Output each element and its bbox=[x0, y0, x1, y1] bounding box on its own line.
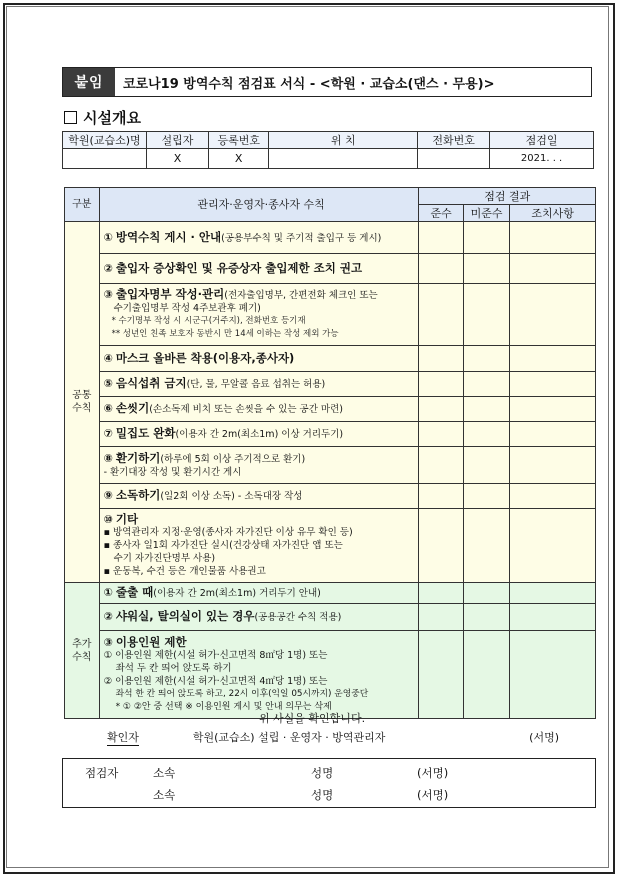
action-cell[interactable] bbox=[510, 583, 596, 604]
noncomply-cell[interactable] bbox=[463, 484, 509, 509]
comply-cell[interactable] bbox=[419, 422, 463, 447]
col-inspection-date: 점검일 bbox=[490, 132, 594, 149]
comply-cell[interactable] bbox=[419, 222, 463, 254]
rule-line: 수기출입명부 작성 4주보관후 폐기) bbox=[113, 303, 261, 314]
inspection-date-field[interactable]: 2021. . . bbox=[490, 149, 594, 169]
comply-cell[interactable] bbox=[419, 254, 463, 284]
rule-common-2 bbox=[99, 254, 419, 284]
rule-additional-3 bbox=[99, 631, 419, 719]
rule-line: ② 이용인원 제한(시설 허가·신고면적 4㎡당 1명) 또는 bbox=[103, 675, 328, 687]
col-result: 점검 결과 bbox=[419, 188, 596, 205]
rule-title: 환기하기 bbox=[115, 450, 161, 465]
rule-title: 마스크 올바른 착용(이용자,종사자) bbox=[115, 351, 295, 365]
rule-note: ** 성년인 친족 보호자 동반시 만 14세 이하는 작성 제외 가능 bbox=[111, 329, 339, 339]
rule-title: 손씻기 bbox=[115, 401, 150, 415]
rule-line: - 환기대장 작성 및 환기시간 게시 bbox=[103, 466, 242, 478]
comply-cell[interactable] bbox=[419, 484, 463, 509]
rule-sub: (손소독제 비치 또는 손씻을 수 있는 공간 마련) bbox=[149, 404, 343, 415]
comply-cell[interactable] bbox=[419, 284, 463, 346]
category-additional-label: 추가 수칙 bbox=[72, 638, 92, 663]
rule-bullet: ▪ 운동복, 수건 등은 개인물품 사용권고 bbox=[103, 566, 266, 577]
comply-cell[interactable] bbox=[419, 631, 463, 719]
rule-title: 방역수칙 게시 · 안내 bbox=[115, 229, 222, 244]
col-action: 조치사항 bbox=[510, 205, 596, 222]
rule-title: 기타 bbox=[115, 512, 139, 526]
rule-number: ⑩ bbox=[103, 513, 113, 526]
noncomply-cell[interactable] bbox=[463, 397, 509, 422]
noncomply-cell[interactable] bbox=[463, 583, 509, 604]
rule-additional-1 bbox=[99, 583, 419, 604]
noncomply-cell[interactable] bbox=[463, 447, 509, 484]
rule-title: 줄출 때 bbox=[115, 585, 154, 599]
rule-note: * 수기명부 작성 시 시군구(거주지), 전화번호 등기재 bbox=[111, 316, 306, 326]
col-location: 위 치 bbox=[269, 132, 418, 149]
confirmer-label: 확인자 bbox=[107, 731, 139, 744]
rule-sub: (일2회 이상 소독) - 소독대장 작성 bbox=[160, 491, 303, 502]
confirmer-role: 학원(교습소) 설립 · 운영자 · 방역관리자 bbox=[192, 731, 386, 744]
rule-common-4 bbox=[99, 346, 419, 372]
comply-cell[interactable] bbox=[419, 397, 463, 422]
facility-table bbox=[62, 131, 594, 169]
col-academy-name: 학원(교습소)명 bbox=[63, 132, 147, 149]
rule-title: 음식섭취 금지 bbox=[115, 376, 187, 390]
rule-title: 출입자 증상확인 및 유증상자 출입제한 조치 권고 bbox=[115, 261, 363, 275]
affiliation-label[interactable]: 소속 bbox=[153, 788, 176, 802]
rule-bullet-text: 방역관리자 지정·운영(종사자 자가진단 이상 유무 확인 등) bbox=[113, 527, 353, 538]
action-cell[interactable] bbox=[510, 284, 596, 346]
name-label[interactable]: 성명 bbox=[311, 788, 334, 802]
rule-number: ② bbox=[103, 610, 113, 623]
action-cell[interactable] bbox=[510, 631, 596, 719]
rule-number: ⑨ bbox=[103, 489, 113, 502]
affiliation-label[interactable]: 소속 bbox=[153, 766, 176, 780]
rule-bullet-text: 운동복, 수건 등은 개인물품 사용권고 bbox=[113, 566, 266, 577]
rule-bullet: ▪ 종사자 일1회 자가진단 실시(건강상태 자가진단 앱 또는 bbox=[103, 540, 343, 551]
noncomply-cell[interactable] bbox=[463, 422, 509, 447]
inspector-sign[interactable]: (서명) bbox=[417, 766, 449, 780]
action-cell[interactable] bbox=[510, 254, 596, 284]
action-cell[interactable] bbox=[510, 346, 596, 372]
rule-common-3 bbox=[99, 284, 419, 346]
rule-common-1 bbox=[99, 222, 419, 254]
inspector-box bbox=[62, 758, 596, 808]
phone-field[interactable] bbox=[418, 149, 490, 169]
founder-field[interactable]: X bbox=[146, 149, 208, 169]
comply-cell[interactable] bbox=[419, 583, 463, 604]
rule-common-5 bbox=[99, 372, 419, 397]
rule-bullet-text: 종사자 일1회 자가진단 실시(건강상태 자가진단 앱 또는 bbox=[113, 540, 343, 551]
noncomply-cell[interactable] bbox=[463, 254, 509, 284]
action-cell[interactable] bbox=[510, 484, 596, 509]
reg-number-field[interactable]: X bbox=[209, 149, 269, 169]
rule-title: 샤워실, 탈의실이 있는 경우 bbox=[115, 609, 255, 623]
noncomply-cell[interactable] bbox=[463, 509, 509, 583]
rule-common-7 bbox=[99, 422, 419, 447]
action-cell[interactable] bbox=[510, 397, 596, 422]
rule-title: 소독하기 bbox=[115, 488, 161, 502]
col-reg-number: 등록번호 bbox=[209, 132, 269, 149]
action-cell[interactable] bbox=[510, 604, 596, 631]
rule-line: ① 이용인원 제한(시설 허가·신고면적 8㎡당 1명) 또는 bbox=[103, 649, 328, 661]
confirmer-line bbox=[107, 729, 559, 746]
rule-sub: (단, 물, 무알콜 음료 섭취는 허용) bbox=[186, 379, 326, 390]
rule-line: * ① ②안 중 선택 ※ 이용인원 게시 및 안내 의무는 삭제 bbox=[115, 701, 332, 712]
action-cell[interactable] bbox=[510, 222, 596, 254]
rule-number: ③ bbox=[103, 288, 113, 301]
confirmer-sign[interactable]: (서명) bbox=[529, 731, 559, 744]
rule-common-9 bbox=[99, 484, 419, 509]
noncomply-cell[interactable] bbox=[463, 631, 509, 719]
rule-number: ② bbox=[103, 262, 113, 275]
col-founder: 설립자 bbox=[146, 132, 208, 149]
col-phone: 전화번호 bbox=[418, 132, 490, 149]
facility-heading-text: 시설개요 bbox=[83, 109, 141, 127]
col-noncomply: 미준수 bbox=[463, 205, 509, 222]
title-bar bbox=[62, 67, 592, 97]
category-common-label: 공통 수칙 bbox=[72, 390, 92, 414]
rule-number: ① bbox=[103, 230, 113, 244]
facility-heading bbox=[64, 107, 141, 128]
comply-cell[interactable] bbox=[419, 604, 463, 631]
name-label[interactable]: 성명 bbox=[311, 766, 334, 780]
rule-bullet: ▪ 방역관리자 지정·운영(종사자 자가진단 이상 유무 확인 등) bbox=[103, 527, 353, 538]
noncomply-cell[interactable] bbox=[463, 372, 509, 397]
noncomply-cell[interactable] bbox=[463, 284, 509, 346]
rule-number: ① bbox=[103, 586, 113, 599]
col-rule: 관리자·운영자·종사자 수칙 bbox=[99, 188, 419, 222]
comply-cell[interactable] bbox=[419, 509, 463, 583]
confirm-statement: 위 사실을 확인합니다. bbox=[258, 712, 366, 725]
rule-line: 좌석 한 칸 띄어 앉도록 하고, 22시 이후(익일 05시까지) 운영중단 bbox=[115, 688, 369, 699]
checklist-table bbox=[64, 187, 596, 719]
rule-number: ⑦ bbox=[103, 427, 113, 440]
comply-cell[interactable] bbox=[419, 372, 463, 397]
action-cell[interactable] bbox=[510, 372, 596, 397]
inspector-sign[interactable]: (서명) bbox=[417, 788, 449, 802]
action-cell[interactable] bbox=[510, 447, 596, 484]
rule-title: 이용인원 제한 bbox=[115, 634, 187, 649]
rule-number: ⑤ bbox=[103, 377, 113, 390]
rule-number: ⑧ bbox=[103, 451, 113, 465]
rule-common-10 bbox=[99, 509, 419, 583]
rule-sub: (하루에 5회 이상 주기적으로 환기) bbox=[160, 453, 306, 465]
inspector-row-2 bbox=[153, 787, 448, 803]
rule-additional-2 bbox=[99, 604, 419, 631]
checkbox-square-icon bbox=[64, 111, 77, 124]
comply-cell[interactable] bbox=[419, 346, 463, 372]
rule-common-8 bbox=[99, 447, 419, 484]
rule-sub: (이용자 간 2m(최소1m) 이상 거리두기) bbox=[175, 429, 344, 440]
rule-title: 출입자명부 작성·관리 bbox=[115, 287, 225, 301]
rule-title: 밀집도 완화 bbox=[115, 426, 176, 440]
rule-sub: (공용공간 수칙 적용) bbox=[254, 612, 342, 623]
academy-name-field[interactable] bbox=[63, 149, 147, 169]
comply-cell[interactable] bbox=[419, 447, 463, 484]
category-additional bbox=[65, 583, 100, 719]
noncomply-cell[interactable] bbox=[463, 346, 509, 372]
col-category: 구분 bbox=[65, 188, 100, 222]
noncomply-cell[interactable] bbox=[463, 222, 509, 254]
rule-number: ⑥ bbox=[103, 402, 113, 415]
rule-bullet-text: 수기 자가진단명부 사용) bbox=[113, 553, 216, 564]
rule-sub: (전자출입명부, 간편전화 체크인 또는 bbox=[224, 290, 378, 301]
rule-common-6 bbox=[99, 397, 419, 422]
document-title: 코로나19 방역수칙 점검표 서식 - <학원 · 교습소(댄스 · 무용)> bbox=[123, 76, 495, 92]
category-common bbox=[65, 222, 100, 583]
inspector-row-1 bbox=[85, 765, 448, 781]
rule-number: ③ bbox=[103, 635, 113, 649]
rule-number: ④ bbox=[103, 352, 113, 365]
rule-sub: (이용자 간 2m(최소1m) 거리두기 안내) bbox=[153, 588, 321, 599]
rule-sub: (공용부수칙 및 주기적 출입구 등 게시) bbox=[221, 232, 382, 244]
attachment-tag: 붙임 bbox=[63, 68, 115, 96]
col-comply: 준수 bbox=[419, 205, 463, 222]
inspector-label: 점검자 bbox=[85, 766, 119, 780]
location-field[interactable] bbox=[269, 149, 418, 169]
rule-line: 좌석 두 칸 띄어 앉도록 하기 bbox=[115, 662, 232, 674]
action-cell[interactable] bbox=[510, 509, 596, 583]
noncomply-cell[interactable] bbox=[463, 604, 509, 631]
action-cell[interactable] bbox=[510, 422, 596, 447]
